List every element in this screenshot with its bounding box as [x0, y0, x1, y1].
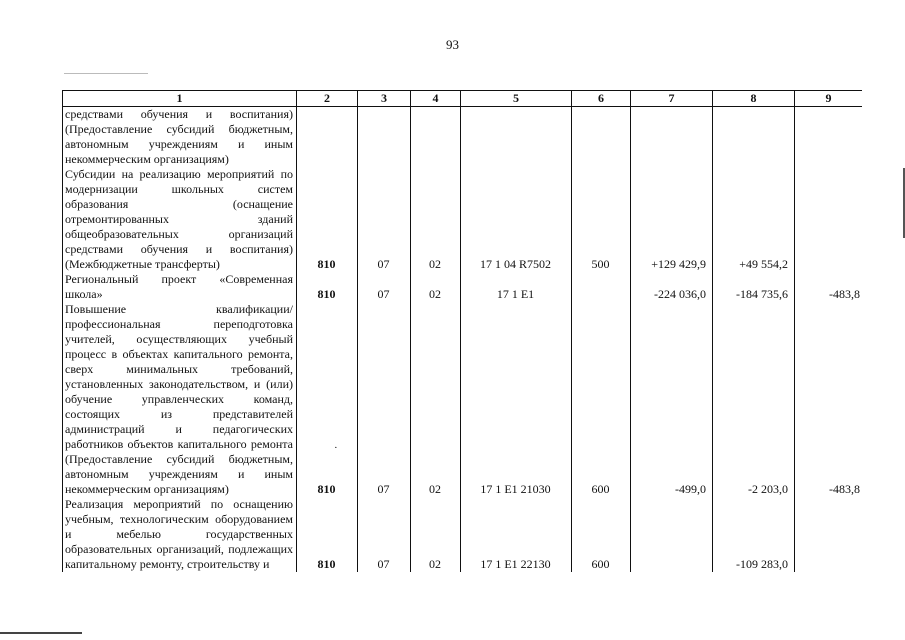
- cell-subsection: [411, 107, 461, 168]
- row-description: Повышение квалификации/профессиональная переподготовка учителей, осуществляющих учебный процесс в объектах капитального ремонта, сверх минимальных требований, установленных законодательством, и (или) обучение управленческих команд, состоящих из представителей администраций и педагогических работников объектов капитального ремонта (Предоставление субсидий бюджетным, автономным учреждениям и иным некоммерческим организациям): [63, 302, 297, 497]
- cell-subsection: 02: [411, 272, 461, 302]
- cell-ministry-code: 810: [297, 167, 358, 272]
- header-col-7: 7: [631, 91, 713, 107]
- cell-amount-8: -109 283,0: [713, 497, 795, 572]
- table-row: [63, 272, 863, 302]
- cell-amount-8: -184 735,6: [713, 272, 795, 302]
- cell-amount-8: -2 203,0: [713, 302, 795, 497]
- header-col-8: 8: [713, 91, 795, 107]
- header-col-2: 2: [297, 91, 358, 107]
- table-row: [63, 497, 863, 572]
- cell-target-article: 17 1 E1 22130: [461, 497, 572, 572]
- scan-artifact-bottom: [0, 632, 82, 634]
- row-description: средствами обучения и воспитания) (Предоставление субсидий бюджетным, автономным учреждениям и иным некоммерческим организациям): [63, 107, 297, 168]
- header-col-5: 5: [461, 91, 572, 107]
- scan-artifact-top: [64, 73, 148, 74]
- header-col-6: 6: [572, 91, 631, 107]
- cell-target-article: 17 1 E1 21030: [461, 302, 572, 497]
- header-col-3: 3: [358, 91, 411, 107]
- cell-expense-type: [572, 107, 631, 168]
- header-col-4: 4: [411, 91, 461, 107]
- cell-section: 07: [358, 272, 411, 302]
- cell-section: [358, 107, 411, 168]
- cell-expense-type: 500: [572, 167, 631, 272]
- cell-expense-type: [572, 272, 631, 302]
- cell-section: 07: [358, 167, 411, 272]
- cell-amount-7: [631, 107, 713, 168]
- cell-amount-9: [795, 497, 863, 572]
- row-description: Реализация мероприятий по оснащению учебным, технологическим оборудованием и мебелью государственных образовательных организаций, подлежащих капитальному ремонту, строительству и: [63, 497, 297, 572]
- cell-ministry-code: 810: [297, 302, 358, 497]
- cell-ministry-code: 810: [297, 497, 358, 572]
- cell-expense-type: 600: [572, 302, 631, 497]
- scan-dot-artifact: ·: [334, 442, 338, 454]
- cell-section: 07: [358, 497, 411, 572]
- cell-amount-9: [795, 107, 863, 168]
- cell-amount-7: -224 036,0: [631, 272, 713, 302]
- header-col-1: 1: [63, 91, 297, 107]
- cell-ministry-code: 810: [297, 272, 358, 302]
- table-row: [63, 107, 863, 168]
- cell-amount-8: [713, 107, 795, 168]
- cell-section: 07: [358, 302, 411, 497]
- cell-target-article: 17 1 04 R7502: [461, 167, 572, 272]
- budget-table-container: [62, 90, 862, 596]
- cell-subsection: 02: [411, 302, 461, 497]
- cell-amount-7: [631, 497, 713, 572]
- table-header-row: [63, 91, 863, 107]
- cell-ministry-code: [297, 107, 358, 168]
- budget-table: [62, 90, 862, 572]
- table-row: [63, 302, 863, 497]
- header-col-9: 9: [795, 91, 863, 107]
- cell-amount-8: +49 554,2: [713, 167, 795, 272]
- cell-amount-7: -499,0: [631, 302, 713, 497]
- cell-subsection: 02: [411, 497, 461, 572]
- cell-amount-9: [795, 167, 863, 272]
- cell-target-article: 17 1 E1: [461, 272, 572, 302]
- cell-amount-9: -483,8: [795, 302, 863, 497]
- cell-expense-type: 600: [572, 497, 631, 572]
- page-number: 93: [446, 37, 459, 52]
- cell-amount-7: +129 429,9: [631, 167, 713, 272]
- cell-target-article: [461, 107, 572, 168]
- cell-amount-9: -483,8: [795, 272, 863, 302]
- row-description: Региональный проект «Современная школа»: [63, 272, 297, 302]
- row-description: Субсидии на реализацию мероприятий по модернизации школьных систем образования (оснащение отремонтированных зданий общеобразовательных организаций средствами обучения и воспитания) (Межбюджетные трансферты): [63, 167, 297, 272]
- cell-subsection: 02: [411, 167, 461, 272]
- table-row: [63, 167, 863, 272]
